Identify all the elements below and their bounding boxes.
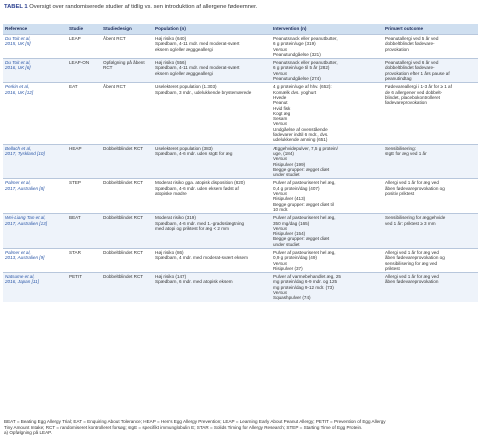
- reference-link[interactable]: Perkin et al,: [5, 84, 30, 90]
- study-cell: [67, 248, 101, 272]
- design-cell: [101, 35, 153, 59]
- reference-cell: [3, 83, 67, 144]
- cell-line: Risipulver (37): [273, 265, 303, 271]
- cell-line: Fødevareallergi i 1-3 år for ≥ 1 af: [385, 84, 452, 90]
- reference-link[interactable]: 2016, UK [6]: [5, 65, 31, 71]
- reference-link[interactable]: Natsume et al,: [5, 274, 35, 280]
- cell-line: uge, (184): [273, 150, 294, 156]
- outcome-cell: [383, 83, 478, 144]
- cell-line: LEAP-ON: [69, 60, 90, 66]
- cell-line: sensibilisering for æg ved: [385, 260, 438, 266]
- reference-cell: [3, 179, 67, 214]
- table-row: [3, 35, 478, 59]
- cell-line: 350 mg/dag (165): [273, 220, 310, 226]
- cell-line: Peanutsnack eller peanutbutter,: [273, 60, 338, 66]
- cell-line: Hvid fisk: [273, 105, 291, 111]
- cell-line: Åbent RCT: [103, 36, 126, 41]
- reference-link[interactable]: 2016, UK [12]: [5, 89, 34, 95]
- study-cell: [67, 59, 101, 83]
- cell-line: 6 g protein/uge (319): [273, 41, 316, 47]
- cell-line: RCT: [103, 65, 113, 71]
- population-cell: [153, 144, 271, 179]
- cell-line: Dobbeltblindet RCT: [103, 249, 144, 255]
- cell-line: Sesam: [273, 116, 288, 122]
- cell-line: Allergi ved 1 år for æg ved: [385, 274, 439, 280]
- study-cell: [67, 179, 101, 214]
- header-study: Studie: [67, 24, 101, 35]
- cell-line: Versus: [273, 260, 288, 266]
- reference-link[interactable]: Bellach et al,: [5, 145, 32, 151]
- intervention-cell: [271, 59, 383, 83]
- cell-line: Hvede: [273, 94, 287, 100]
- cell-line: Kogt æg: [273, 110, 291, 116]
- population-cell: [153, 83, 271, 144]
- table-row: [3, 214, 478, 249]
- cell-line: de 6 allergener ved dobbelt-: [385, 89, 443, 95]
- cell-line: dobbeltblindet fødevare-: [385, 65, 435, 71]
- table-caption: [4, 4, 304, 11]
- reference-link[interactable]: Palmer et al,: [5, 180, 31, 186]
- intervention-cell: [271, 273, 383, 302]
- outcome-cell: [383, 35, 478, 59]
- outcome-cell: [383, 59, 478, 83]
- cell-line: Versus: [273, 191, 288, 197]
- cell-line: Åbent RCT: [103, 84, 126, 90]
- cell-line: Spædbarn, 4-11 mdr. med moderat-svært: [155, 65, 240, 71]
- reference-link[interactable]: Wei-Liang Tan et al,: [5, 215, 46, 221]
- cell-line: fødevarer indtil 6 mdr., dvs.: [273, 132, 329, 138]
- cell-line: provokation: [385, 46, 409, 52]
- outcome-cell: [383, 248, 478, 272]
- outcome-cell: [383, 144, 478, 179]
- cell-line: blindet, placebokontrolleret: [385, 94, 440, 100]
- cell-line: Spædbarn, 4-6 mdr. uden sIgE for æg: [155, 150, 233, 156]
- reference-link[interactable]: 2016, Japan [11]: [5, 279, 39, 285]
- cell-line: PETIT: [69, 274, 83, 280]
- cell-line: under studiet: [273, 172, 300, 178]
- header-outcome: Primært outcome: [383, 24, 478, 35]
- cell-line: Pulver af pasteuriseret hel æg,: [273, 249, 336, 255]
- cell-line: Versus: [273, 121, 288, 127]
- cell-line: ved 1 år: priktest ≥ 3 mm: [385, 220, 436, 226]
- header-design: Studiedesign: [101, 24, 153, 35]
- reference-link[interactable]: Palmer et al,: [5, 249, 31, 255]
- cell-line: med atopi og priktest for æg < 2 mm: [155, 225, 229, 231]
- cell-line: Sensibilisering for æggehvide: [385, 215, 446, 221]
- study-cell: [67, 83, 101, 144]
- cell-line: mg protein/dag 9-12 mdr. (73): [273, 284, 334, 290]
- outcome-cell: [383, 179, 478, 214]
- reference-link[interactable]: 2017, Tyskland [10]: [5, 150, 45, 156]
- study-cell: [67, 273, 101, 302]
- cell-line: Peanutsnack eller peanutbutter,: [273, 36, 338, 41]
- header-row: [3, 24, 478, 35]
- cell-line: Allergi ved 1 år for æg ved: [385, 249, 439, 255]
- cell-line: Peanut: [273, 100, 288, 106]
- header-population: Population (n): [153, 24, 271, 35]
- cell-line: Uselekteret population (1.303): [155, 84, 217, 90]
- cell-line: Begge grupper: ægget diæt: [273, 236, 330, 242]
- intervention-cell: [271, 35, 383, 59]
- cell-line: 6 g protein/uge til 5 år (282): [273, 65, 330, 71]
- cell-line: Allergi ved 1 år for æg ved: [385, 180, 439, 186]
- outcome-cell: [383, 273, 478, 302]
- population-cell: [153, 179, 271, 214]
- table-row: [3, 273, 478, 302]
- cell-line: fødevareprovokation: [385, 100, 427, 106]
- cell-line: Risipulver (199): [273, 161, 306, 167]
- cell-line: Komælk dvs. yoghurt: [273, 89, 317, 95]
- studies-table: [3, 24, 478, 302]
- cell-line: Dobbeltblindet RCT: [103, 215, 144, 221]
- cell-line: positiv priktest: [385, 191, 415, 197]
- cell-line: LEAP: [69, 36, 81, 41]
- intervention-cell: [271, 144, 383, 179]
- table-row: [3, 248, 478, 272]
- cell-line: 0,4 g protein/dag (407): [273, 185, 320, 191]
- table-row: [3, 83, 478, 144]
- cell-line: Risipulver (154): [273, 231, 306, 237]
- cell-line: Pulver af varmebehandlet æg, 25: [273, 274, 341, 280]
- cell-line: Peanutallergi ved 6 år ved: [385, 60, 439, 66]
- design-cell: [101, 144, 153, 179]
- cell-line: Spædbarn, 3 mdr., udelukkende brystemærede: [155, 89, 252, 95]
- cell-line: mg protein/dag 6-9 mdr. og 125: [273, 279, 338, 285]
- reference-link[interactable]: 2017, Australien [13]: [5, 220, 47, 226]
- cell-line: Squashpulver (74): [273, 295, 311, 301]
- reference-link[interactable]: 2013, Australien [9]: [5, 255, 45, 261]
- table-header: [3, 24, 478, 35]
- cell-line: Høj risiko (556): [155, 60, 187, 66]
- intervention-cell: [271, 83, 383, 144]
- intervention-cell: [271, 248, 383, 272]
- reference-cell: [3, 248, 67, 272]
- header-intervention: Intervention (n): [271, 24, 383, 35]
- reference-cell: [3, 214, 67, 249]
- cell-line: Peanutallergi ved 5 år ved: [385, 36, 439, 41]
- cell-line: Dobbeltblindet RCT: [103, 274, 144, 280]
- table-row: [3, 59, 478, 83]
- cell-line: EAT: [69, 84, 78, 90]
- reference-link[interactable]: 2017, Australien [8]: [5, 185, 45, 191]
- cell-line: BEAT: [69, 215, 81, 221]
- design-cell: [101, 83, 153, 144]
- reference-link[interactable]: Du Toit et al,: [5, 36, 31, 41]
- population-cell: [153, 35, 271, 59]
- footnote-line: Tiny Amount Intake; RCT = randomiseret kontrolleret forsøg; sIgE = specifikt immunglobulin E; STAR = Solids Timing for Allergy Research; STEP = Starting Time of Egg Protein.: [4, 424, 363, 430]
- header-reference: Reference: [3, 24, 67, 35]
- cell-line: 0,9 g protein/dag (49): [273, 255, 317, 261]
- intervention-cell: [271, 179, 383, 214]
- cell-line: dobbeltblindet fødevare-: [385, 41, 435, 47]
- cell-line: Begge grupper: ægget diæt: [273, 166, 330, 172]
- study-cell: [67, 35, 101, 59]
- cell-line: Peanutundgåelse (321): [273, 51, 321, 57]
- cell-line: Sensibilisering:: [385, 145, 416, 151]
- design-cell: [101, 214, 153, 249]
- cell-line: 10 mdr.: [273, 206, 289, 212]
- reference-cell: [3, 273, 67, 302]
- caption-label: TABEL 1: [4, 4, 28, 10]
- cell-line: STAR: [69, 249, 81, 255]
- cell-line: Spædbarn, 4 mdr. med moderat-svært eksem: [155, 255, 248, 261]
- table-body: [3, 35, 478, 302]
- reference-link[interactable]: 2015, UK [5]: [5, 41, 31, 47]
- cell-line: Undgåelse af ovenstående: [273, 126, 328, 132]
- cell-line: Høj risiko (147): [155, 274, 187, 280]
- reference-cell: [3, 35, 67, 59]
- cell-line: Versus: [273, 70, 288, 76]
- population-cell: [153, 273, 271, 302]
- cell-line: Versus: [273, 225, 288, 231]
- cell-line: HEAP: [69, 145, 82, 151]
- design-cell: [101, 248, 153, 272]
- cell-line: Versus: [273, 156, 288, 162]
- population-cell: [153, 59, 271, 83]
- cell-line: Pulver af pasteuriseret hel æg,: [273, 180, 336, 186]
- cell-line: Spædbarn, 4-6 mdr. med 1.-gradsslægtning: [155, 220, 245, 226]
- cell-line: peanutindtag: [385, 76, 412, 82]
- cell-line: Høj risiko (640): [155, 36, 187, 41]
- table-row: [3, 179, 478, 214]
- cell-line: atopiske mødre: [155, 191, 187, 197]
- cell-line: Moderat risiko (319): [155, 215, 196, 221]
- design-cell: [101, 59, 153, 83]
- cell-line: åben fødevareprovokation og: [385, 255, 445, 261]
- cell-line: Begge grupper: ægget diæt til: [273, 201, 334, 207]
- cell-line: sIgE for æg ved 1 år: [385, 150, 427, 156]
- cell-line: 4 g protein/uge af hhv. (652):: [273, 84, 332, 90]
- cell-line: priktest: [385, 265, 400, 271]
- cell-line: Æggehvidepulver, 7,5 g protein/: [273, 145, 338, 151]
- cell-line: Risipulver (413): [273, 196, 306, 202]
- cell-line: Spædbarn, 4-11 mdr. med moderat-svært: [155, 41, 240, 47]
- population-cell: [153, 248, 271, 272]
- cell-line: Versus: [273, 46, 288, 52]
- cell-line: Høj risiko (86): [155, 249, 184, 255]
- cell-line: STEP: [69, 180, 81, 186]
- study-cell: [67, 214, 101, 249]
- caption-text: Oversigt over randomiserede studier af tidlig vs. sen introduktion af allergene fødeemner.: [29, 4, 258, 10]
- study-cell: [67, 144, 101, 179]
- reference-cell: [3, 59, 67, 83]
- design-cell: [101, 273, 153, 302]
- cell-line: Spædbarn, 4-6 mdr. uden eksem fødst af: [155, 185, 239, 191]
- cell-line: Moderat risiko gga. atopisk disposition (820): [155, 180, 245, 186]
- cell-line: Versus: [273, 290, 288, 296]
- reference-cell: [3, 144, 67, 179]
- design-cell: [101, 179, 153, 214]
- footnote-line: BEAT = Beating Egg Allergy Trial; EAT = Enquiring About Tolerance; HEAP = Hen's Egg Allergy Prevention; LEAP = Learning Early About Peanut Allergy; PETIT = Prevention of Egg Allergy: [4, 419, 386, 424]
- outcome-cell: [383, 214, 478, 249]
- table-footnotes: [4, 419, 474, 436]
- reference-link[interactable]: Du Toit et al,: [5, 60, 31, 66]
- cell-line: Spædbarn, 6 mdr. med atopisk eksem: [155, 279, 233, 285]
- cell-line: Dobbeltblindet RCT: [103, 180, 144, 186]
- cell-line: åben fødevareprovokation og: [385, 185, 445, 191]
- table-row: [3, 144, 478, 179]
- population-cell: [153, 214, 271, 249]
- cell-line: Dobbeltblindet RCT: [103, 145, 144, 151]
- cell-line: Opfølgning på åbent: [103, 60, 145, 66]
- cell-line: Uselekteret population (383): [155, 145, 213, 151]
- cell-line: Pulver af pasteuriseret hel æg,: [273, 215, 336, 221]
- cell-line: eksem og/eller ægggeallergi: [155, 70, 213, 76]
- footnote-line: a) Opfølgning på LEAP.: [4, 430, 52, 436]
- cell-line: under studiet: [273, 241, 300, 247]
- cell-line: provokation efter 1 års pause af: [385, 70, 450, 76]
- cell-line: eksem og/eller ægggeallergi: [155, 46, 213, 52]
- cell-line: Peanutundgåelse (274): [273, 76, 321, 82]
- cell-line: udelukkende amning (651): [273, 137, 328, 143]
- intervention-cell: [271, 214, 383, 249]
- cell-line: åben fødevareprovokation: [385, 279, 439, 285]
